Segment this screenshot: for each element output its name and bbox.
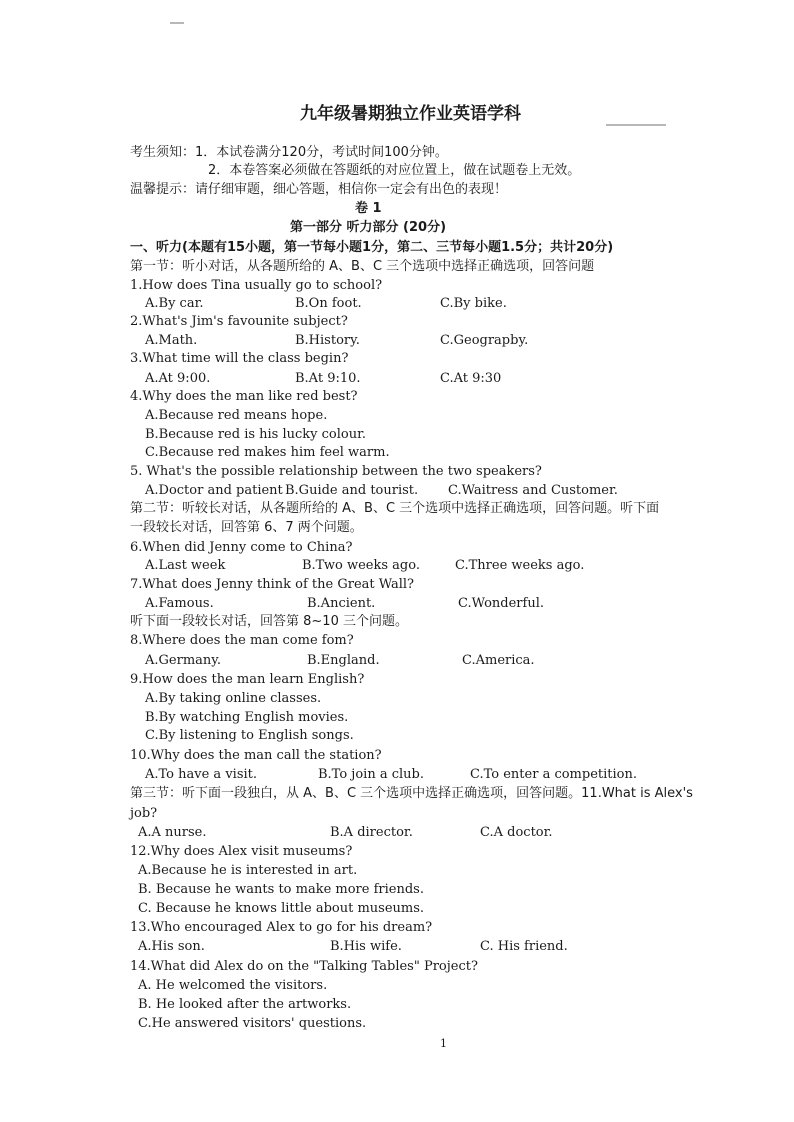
q10-option-a: A.To have a visit. bbox=[145, 767, 258, 782]
q3-option-a: A.At 9:00. bbox=[145, 371, 211, 386]
q7-option-b: B.Ancient. bbox=[307, 596, 376, 611]
q6-stem: 6.When did Jenny come to China? bbox=[130, 540, 353, 555]
q12-option-c: C. Because he knows little about museums. bbox=[138, 901, 425, 916]
page-title: 九年级暑期独立作业英语学科 bbox=[300, 104, 521, 124]
q8-option-b: B.England. bbox=[307, 653, 380, 668]
q1-option-c: C.By bike. bbox=[440, 296, 507, 311]
q11-option-a: A.A nurse. bbox=[138, 825, 207, 840]
q11-option-b: B.A director. bbox=[330, 825, 413, 840]
section-heading: 一、听力(本题有15小题，第一节每小题1分，第二、三节每小题1.5分；共计20分) bbox=[130, 240, 614, 255]
section1-instruction: 第一节：听小对话，从各题所给的 A、B、C 三个选项中选择正确选项，回答问题 bbox=[130, 259, 595, 274]
scan-speck bbox=[170, 22, 184, 24]
section2-instruction-3: 听下面一段较长对话，回答第 8~10 三个问题。 bbox=[130, 614, 408, 629]
q9-stem: 9.How does the man learn English? bbox=[130, 672, 365, 687]
q9-option-b: B.By watching English movies. bbox=[145, 710, 349, 725]
q5-option-a: A.Doctor and patient bbox=[145, 483, 283, 498]
page-number: 1 bbox=[440, 1037, 447, 1050]
q8-option-c: C.America. bbox=[462, 653, 535, 668]
q2-option-b: B.History. bbox=[295, 333, 360, 348]
part-heading: 第一部分 听力部分 (20分) bbox=[290, 220, 447, 235]
q11-option-c: C.A doctor. bbox=[480, 825, 553, 840]
section2-instruction-2: 一段较长对话，回答第 6、7 两个问题。 bbox=[130, 520, 363, 535]
q13-stem: 13.Who encouraged Alex to go for his dream? bbox=[130, 920, 433, 935]
notice-line-1: 考生须知：1．本试卷满分120分，考试时间100分钟。 bbox=[130, 145, 448, 160]
q5-stem: 5. What's the possible relationship between the two speakers? bbox=[130, 464, 542, 479]
q4-option-b: B.Because red is his lucky colour. bbox=[145, 427, 367, 442]
q8-stem: 8.Where does the man come fom? bbox=[130, 633, 354, 648]
q2-option-a: A.Math. bbox=[145, 333, 198, 348]
q11-stem-cont: job? bbox=[130, 806, 158, 821]
q13-option-a: A.His son. bbox=[138, 939, 205, 954]
section2-instruction-1: 第二节：听较长对话，从各题所给的 A、B、C 三个选项中选择正确选项，回答问题。听下面 bbox=[130, 501, 660, 516]
q9-option-a: A.By taking online classes. bbox=[145, 691, 322, 706]
q2-option-c: C.Geograpby. bbox=[440, 333, 529, 348]
q6-option-a: A.Last week bbox=[145, 558, 226, 573]
q5-option-c: C.Waitress and Customer. bbox=[448, 483, 618, 498]
q7-option-c: C.Wonderful. bbox=[458, 596, 544, 611]
q13-option-c: C. His friend. bbox=[480, 939, 568, 954]
q14-option-c: C.He answered visitors' questions. bbox=[138, 1016, 367, 1031]
q4-stem: 4.Why does the man like red best? bbox=[130, 389, 358, 404]
q13-option-b: B.His wife. bbox=[330, 939, 402, 954]
q3-stem: 3.What time will the class begin? bbox=[130, 351, 349, 366]
q7-stem: 7.What does Jenny think of the Great Wall? bbox=[130, 577, 415, 592]
q12-option-a: A.Because he is interested in art. bbox=[138, 863, 358, 878]
volume-label: 卷 1 bbox=[355, 201, 382, 216]
section3-instruction: 第三节：听下面一段独白，从 A、B、C 三个选项中选择正确选项，回答问题。11.What is Alex's bbox=[130, 786, 693, 801]
q4-option-c: C.Because red makes him feel warm. bbox=[145, 445, 390, 460]
q14-option-b: B. He looked after the artworks. bbox=[138, 997, 352, 1012]
q8-option-a: A.Germany. bbox=[145, 653, 222, 668]
q7-option-a: A.Famous. bbox=[145, 596, 214, 611]
tip-line: 温馨提示：请仔细审题，细心答题，相信你一定会有出色的表现！ bbox=[130, 182, 508, 197]
q1-option-a: A.By car. bbox=[145, 296, 204, 311]
q14-stem: 14.What did Alex do on the "Talking Tables" Project? bbox=[130, 959, 478, 974]
q6-option-b: B.Two weeks ago. bbox=[302, 558, 420, 573]
q10-option-c: C.To enter a competition. bbox=[470, 767, 637, 782]
q1-stem: 1.How does Tina usually go to school? bbox=[130, 278, 383, 293]
q12-stem: 12.Why does Alex visit museums? bbox=[130, 844, 353, 859]
q14-option-a: A. He welcomed the visitors. bbox=[138, 978, 328, 993]
q1-option-b: B.On foot. bbox=[295, 296, 362, 311]
q3-option-c: C.At 9:30 bbox=[440, 371, 502, 386]
q4-option-a: A.Because red means hope. bbox=[145, 408, 328, 423]
q10-stem: 10.Why does the man call the station? bbox=[130, 748, 382, 763]
q3-option-b: B.At 9:10. bbox=[295, 371, 361, 386]
q6-option-c: C.Three weeks ago. bbox=[455, 558, 585, 573]
scan-speck bbox=[606, 124, 666, 126]
q5-option-b: B.Guide and tourist. bbox=[285, 483, 419, 498]
q10-option-b: B.To join a club. bbox=[318, 767, 424, 782]
q12-option-b: B. Because he wants to make more friends. bbox=[138, 882, 424, 897]
q9-option-c: C.By listening to English songs. bbox=[145, 728, 354, 743]
notice-line-2: 2．本卷答案必须做在答题纸的对应位置上，做在试题卷上无效。 bbox=[208, 163, 581, 178]
q2-stem: 2.What's Jim's favounite subject? bbox=[130, 314, 348, 329]
